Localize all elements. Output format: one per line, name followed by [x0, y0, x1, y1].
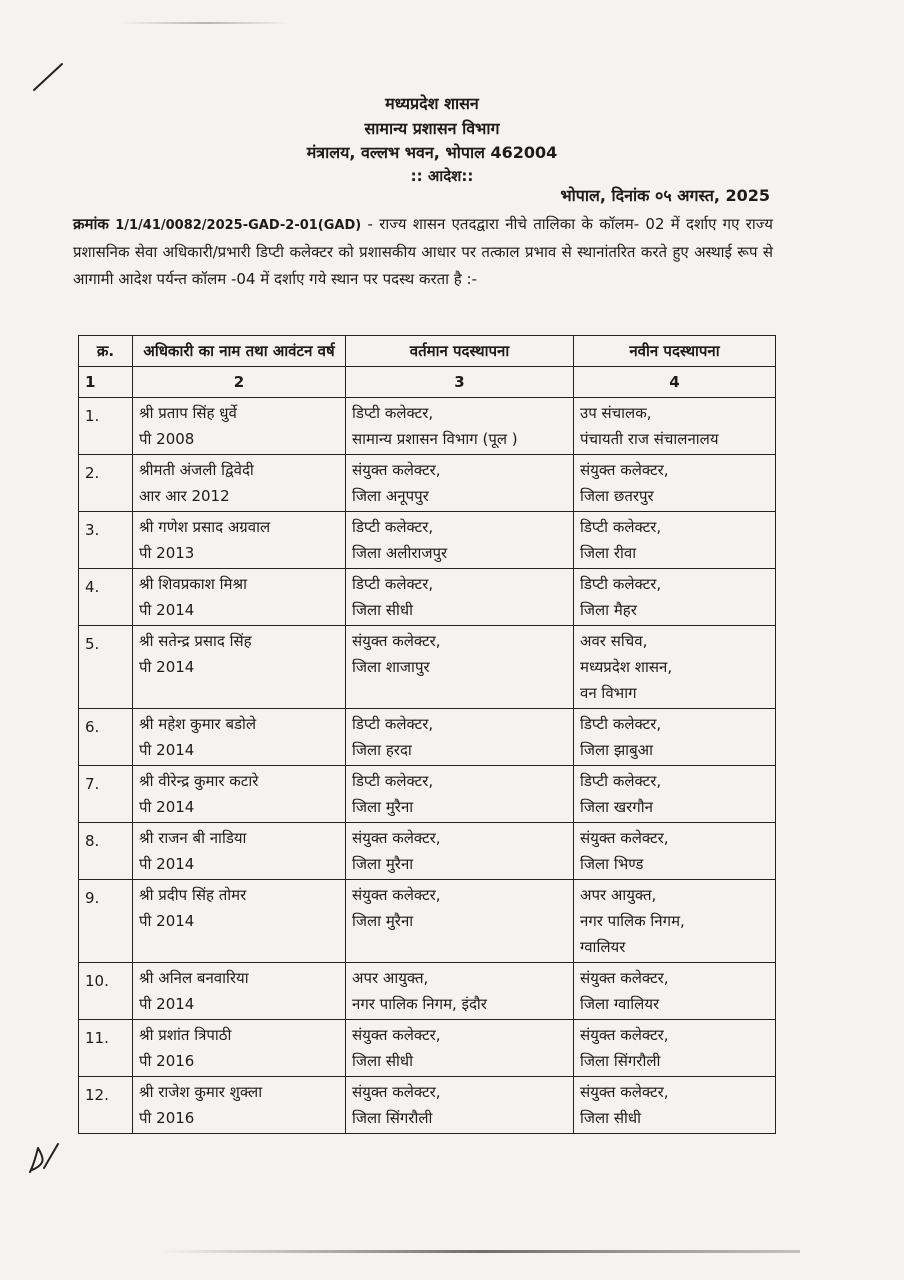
officer-cell — [133, 880, 346, 963]
table-row — [79, 963, 776, 1020]
new-posting-line: मध्यप्रदेश शासन, — [580, 658, 673, 676]
current-posting-line: डिप्टी कलेक्टर, — [352, 715, 434, 733]
transfer-table — [78, 335, 776, 1134]
scan-artifact-top — [120, 22, 290, 24]
officer-cell — [133, 455, 346, 512]
serial-number: 5. — [79, 626, 133, 709]
header-address: मंत्रालय, वल्लभ भवन, भोपाल 462004 — [306, 143, 558, 162]
officer-cell — [133, 512, 346, 569]
table-row — [79, 455, 776, 512]
allotment-year: पी 2014 — [139, 601, 195, 619]
table-row — [79, 398, 776, 455]
scan-artifact-bottom — [160, 1250, 800, 1253]
header-serial: क्र. — [79, 336, 133, 367]
new-posting-line: ग्वालियर — [580, 938, 626, 956]
table-header-row — [79, 336, 776, 367]
table-row — [79, 626, 776, 709]
current-posting-cell — [346, 766, 574, 823]
new-posting-line: संयुक्त कलेक्टर, — [580, 461, 669, 479]
serial-number: 12. — [79, 1077, 133, 1134]
officer-name: श्री शिवप्रकाश मिश्रा — [139, 575, 247, 593]
new-posting-line: जिला भिण्ड — [580, 855, 644, 873]
serial-number: 6. — [79, 709, 133, 766]
header-new-posting: नवीन पदस्थापना — [574, 336, 776, 367]
current-posting-cell — [346, 626, 574, 709]
officer-name: श्री प्रशांत त्रिपाठी — [139, 1026, 232, 1044]
current-posting-line: जिला हरदा — [352, 741, 412, 759]
allotment-year: आर आर 2012 — [139, 487, 230, 505]
allotment-year: पी 2013 — [139, 544, 195, 562]
current-posting-line: जिला अलीराजपुर — [352, 544, 448, 562]
current-posting-line: जिला मुरैना — [352, 798, 414, 816]
current-posting-line: जिला मुरैना — [352, 855, 414, 873]
allotment-year: पी 2014 — [139, 912, 195, 930]
allotment-year: पी 2014 — [139, 741, 195, 759]
officer-cell — [133, 626, 346, 709]
header-officer-name: अधिकारी का नाम तथा आवंटन वर्ष — [133, 336, 346, 367]
new-posting-cell — [574, 512, 776, 569]
serial-number: 4. — [79, 569, 133, 626]
current-posting-cell — [346, 398, 574, 455]
new-posting-line: पंचायती राज संचालनालय — [580, 430, 719, 448]
officer-name: श्री अनिल बनवारिया — [139, 969, 249, 987]
allotment-year: पी 2016 — [139, 1052, 195, 1070]
new-posting-cell — [574, 1020, 776, 1077]
current-posting-cell — [346, 569, 574, 626]
officer-name: श्री राजन बी नाडिया — [139, 829, 247, 847]
officer-cell — [133, 766, 346, 823]
new-posting-line: जिला ग्वालियर — [580, 995, 660, 1013]
new-posting-cell — [574, 626, 776, 709]
order-label: क्रमांक — [73, 215, 109, 233]
current-posting-cell — [346, 823, 574, 880]
allotment-year: पी 2016 — [139, 1109, 195, 1127]
officer-name: श्री सतेन्द्र प्रसाद सिंह — [139, 632, 252, 650]
new-posting-line: जिला मैहर — [580, 601, 637, 619]
column-number: 1 — [79, 367, 133, 398]
pen-stroke-mark — [30, 60, 66, 94]
new-posting-line: जिला सिंगरौली — [580, 1052, 661, 1070]
new-posting-line: डिप्टी कलेक्टर, — [580, 518, 662, 536]
new-posting-line: अपर आयुक्त, — [580, 886, 657, 904]
table-row — [79, 569, 776, 626]
current-posting-line: संयुक्त कलेक्टर, — [352, 632, 441, 650]
current-posting-line: अपर आयुक्त, — [352, 969, 429, 987]
current-posting-line: नगर पालिक निगम, इंदौर — [352, 995, 487, 1013]
officer-name: श्री महेश कुमार बडोले — [139, 715, 257, 733]
serial-number: 11. — [79, 1020, 133, 1077]
officer-name: श्री वीरेन्द्र कुमार कटारे — [139, 772, 259, 790]
header-order-title: :: आदेश:: — [410, 167, 474, 185]
current-posting-line: जिला सिंगरौली — [352, 1109, 433, 1127]
table-row — [79, 1077, 776, 1134]
allotment-year: पी 2014 — [139, 855, 195, 873]
column-number: 4 — [574, 367, 776, 398]
new-posting-line: संयुक्त कलेक्टर, — [580, 1026, 669, 1044]
order-paragraph — [73, 211, 773, 293]
new-posting-cell — [574, 709, 776, 766]
current-posting-line: डिप्टी कलेक्टर, — [352, 575, 434, 593]
current-posting-line: जिला मुरैना — [352, 912, 414, 930]
current-posting-line: डिप्टी कलेक्टर, — [352, 772, 434, 790]
new-posting-line: डिप्टी कलेक्टर, — [580, 772, 662, 790]
new-posting-cell — [574, 569, 776, 626]
current-posting-line: संयुक्त कलेक्टर, — [352, 829, 441, 847]
current-posting-line: संयुक्त कलेक्टर, — [352, 461, 441, 479]
serial-number: 2. — [79, 455, 133, 512]
initials-mark — [24, 1138, 64, 1178]
serial-number: 9. — [79, 880, 133, 963]
column-number-row — [79, 367, 776, 398]
officer-cell — [133, 1077, 346, 1134]
current-posting-cell — [346, 880, 574, 963]
allotment-year: पी 2014 — [139, 995, 195, 1013]
new-posting-line: नगर पालिक निगम, — [580, 912, 685, 930]
officer-cell — [133, 963, 346, 1020]
table-body — [79, 398, 776, 1134]
officer-name: श्रीमती अंजली द्विवेदी — [139, 461, 254, 479]
current-posting-line: सामान्य प्रशासन विभाग (पूल ) — [352, 430, 518, 448]
header-department: सामान्य प्रशासन विभाग — [364, 119, 500, 138]
new-posting-cell — [574, 880, 776, 963]
new-posting-line: वन विभाग — [580, 684, 637, 702]
column-number: 3 — [346, 367, 574, 398]
new-posting-cell — [574, 766, 776, 823]
serial-number: 8. — [79, 823, 133, 880]
order-body: - राज्य शासन एतदद्वारा नीचे तालिका के कॉलम- 02 में दर्शाए गए राज्य प्रशासनिक सेवा अधिकारी/प्रभारी डिप्टी कलेक्टर को प्रशासकीय आधार पर तत्काल प्रभाव से स्थानांतरित करते हुए अस्थाई रूप से आगामी आदेश पर्यन्त कॉलम -04 में दर्शाए गये स्थान पर पदस्थ करता है :- — [73, 215, 773, 288]
order-date: भोपाल, दिनांक ०५ अगस्त, 2025 — [560, 186, 770, 205]
current-posting-line: संयुक्त कलेक्टर, — [352, 1083, 441, 1101]
new-posting-line: संयुक्त कलेक्टर, — [580, 829, 669, 847]
header-current-posting: वर्तमान पदस्थापना — [346, 336, 574, 367]
current-posting-line: जिला सीधी — [352, 1052, 413, 1070]
current-posting-line: संयुक्त कलेक्टर, — [352, 1026, 441, 1044]
table-row — [79, 880, 776, 963]
table-row — [79, 512, 776, 569]
new-posting-line: जिला खरगौन — [580, 798, 653, 816]
table-row — [79, 823, 776, 880]
current-posting-line: जिला सीधी — [352, 601, 413, 619]
serial-number: 7. — [79, 766, 133, 823]
new-posting-line: जिला रीवा — [580, 544, 637, 562]
serial-number: 1. — [79, 398, 133, 455]
new-posting-line: डिप्टी कलेक्टर, — [580, 575, 662, 593]
current-posting-cell — [346, 963, 574, 1020]
current-posting-line: जिला अनूपपुर — [352, 487, 429, 505]
officer-cell — [133, 709, 346, 766]
new-posting-line: जिला सीधी — [580, 1109, 641, 1127]
officer-cell — [133, 823, 346, 880]
current-posting-cell — [346, 1077, 574, 1134]
table-row — [79, 1020, 776, 1077]
order-number: 1/1/41/0082/2025-GAD-2-01(GAD) — [115, 218, 362, 233]
new-posting-cell — [574, 455, 776, 512]
new-posting-cell — [574, 1077, 776, 1134]
allotment-year: पी 2008 — [139, 430, 195, 448]
new-posting-cell — [574, 398, 776, 455]
current-posting-cell — [346, 455, 574, 512]
new-posting-line: संयुक्त कलेक्टर, — [580, 969, 669, 987]
new-posting-line: डिप्टी कलेक्टर, — [580, 715, 662, 733]
officer-name: श्री गणेश प्रसाद अग्रवाल — [139, 518, 271, 536]
table-row — [79, 709, 776, 766]
table-row — [79, 766, 776, 823]
current-posting-line: जिला शाजापुर — [352, 658, 430, 676]
new-posting-line: संयुक्त कलेक्टर, — [580, 1083, 669, 1101]
officer-cell — [133, 569, 346, 626]
new-posting-line: उप संचालक, — [580, 404, 652, 422]
new-posting-line: अवर सचिव, — [580, 632, 648, 650]
current-posting-cell — [346, 512, 574, 569]
current-posting-cell — [346, 1020, 574, 1077]
new-posting-line: जिला झाबुआ — [580, 741, 653, 759]
allotment-year: पी 2014 — [139, 658, 195, 676]
current-posting-line: संयुक्त कलेक्टर, — [352, 886, 441, 904]
allotment-year: पी 2014 — [139, 798, 195, 816]
new-posting-cell — [574, 823, 776, 880]
officer-name: श्री प्रताप सिंह धुर्वे — [139, 404, 237, 422]
serial-number: 10. — [79, 963, 133, 1020]
officer-name: श्री प्रदीप सिंह तोमर — [139, 886, 247, 904]
serial-number: 3. — [79, 512, 133, 569]
new-posting-cell — [574, 963, 776, 1020]
column-number: 2 — [133, 367, 346, 398]
officer-name: श्री राजेश कुमार शुक्ला — [139, 1083, 263, 1101]
officer-cell — [133, 398, 346, 455]
officer-cell — [133, 1020, 346, 1077]
current-posting-line: डिप्टी कलेक्टर, — [352, 518, 434, 536]
current-posting-line: डिप्टी कलेक्टर, — [352, 404, 434, 422]
new-posting-line: जिला छतरपुर — [580, 487, 654, 505]
header-government: मध्यप्रदेश शासन — [385, 94, 479, 113]
current-posting-cell — [346, 709, 574, 766]
